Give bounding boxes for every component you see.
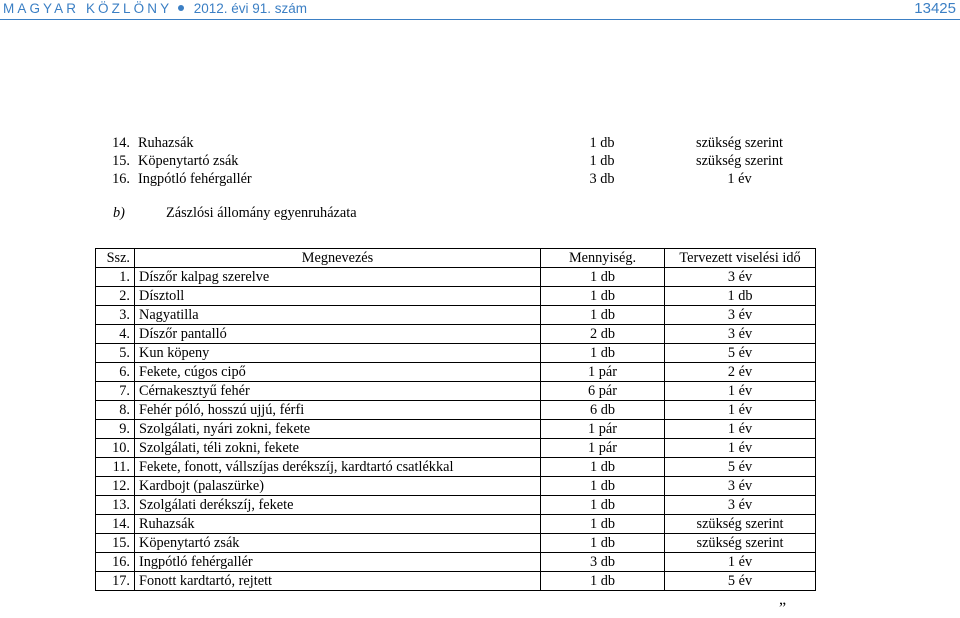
row-number: 15. — [112, 152, 130, 169]
row-number: 15. — [96, 534, 135, 553]
table-row — [96, 515, 816, 534]
section-title: Zászlósi állomány egyenruházata — [166, 205, 357, 221]
item-wear-period: 5 év — [665, 572, 816, 591]
item-wear-period: 1 év — [665, 439, 816, 458]
table-row — [96, 477, 816, 496]
item-quantity: 1 db — [589, 152, 615, 169]
table-row — [95, 170, 815, 188]
header-qty: Mennyiség. — [541, 249, 665, 268]
item-quantity: 1 pár — [541, 363, 665, 382]
item-wear-period: 1 év — [665, 553, 816, 572]
item-quantity: 1 db — [541, 515, 665, 534]
closing-quote: ” — [779, 600, 787, 617]
item-name: Nagyatilla — [135, 306, 541, 325]
row-number: 17. — [96, 572, 135, 591]
item-name: Díszőr kalpag szerelve — [135, 268, 541, 287]
row-number: 14. — [96, 515, 135, 534]
item-quantity: 1 db — [541, 477, 665, 496]
row-number: 10. — [96, 439, 135, 458]
table-row — [96, 420, 816, 439]
table-header-row — [96, 249, 816, 268]
row-number: 2. — [96, 287, 135, 306]
table-row — [95, 134, 815, 152]
table-row — [96, 268, 816, 287]
item-wear-period: 1 év — [665, 420, 816, 439]
row-number: 6. — [96, 363, 135, 382]
item-quantity: 1 pár — [541, 439, 665, 458]
item-wear-period: 5 év — [665, 344, 816, 363]
item-name: Ingpótló fehérgallér — [138, 170, 252, 187]
item-name: Díszőr pantalló — [135, 325, 541, 344]
item-wear-period: 1 db — [665, 287, 816, 306]
item-quantity: 6 pár — [541, 382, 665, 401]
item-quantity: 1 db — [541, 534, 665, 553]
header-name: Megnevezés — [135, 249, 541, 268]
item-name: Ruhazsák — [135, 515, 541, 534]
item-quantity: 1 db — [541, 572, 665, 591]
table-row — [96, 458, 816, 477]
row-number: 9. — [96, 420, 135, 439]
item-name: Szolgálati, nyári zokni, fekete — [135, 420, 541, 439]
table-top — [95, 134, 815, 188]
header-rule — [0, 19, 960, 20]
item-wear-period: szükség szerint — [696, 134, 783, 151]
row-number: 13. — [96, 496, 135, 515]
table-row — [96, 363, 816, 382]
item-quantity: 3 db — [589, 170, 615, 187]
row-number: 7. — [96, 382, 135, 401]
item-wear-period: 3 év — [665, 268, 816, 287]
item-name: Köpenytartó zsák — [138, 152, 239, 169]
table-row — [96, 553, 816, 572]
item-quantity: 1 db — [541, 306, 665, 325]
row-number: 5. — [96, 344, 135, 363]
row-number: 11. — [96, 458, 135, 477]
item-wear-period: 1 év — [665, 401, 816, 420]
table-row — [96, 534, 816, 553]
item-quantity: 1 db — [541, 496, 665, 515]
table-main — [95, 248, 816, 591]
item-quantity: 1 db — [541, 458, 665, 477]
item-name: Fonott kardtartó, rejtett — [135, 572, 541, 591]
header-left — [3, 1, 307, 16]
item-quantity: 1 pár — [541, 420, 665, 439]
item-name: Ruhazsák — [138, 134, 194, 151]
item-name: Szolgálati derékszíj, fekete — [135, 496, 541, 515]
item-wear-period: 1 év — [665, 382, 816, 401]
item-wear-period: 1 év — [727, 170, 752, 187]
row-number: 12. — [96, 477, 135, 496]
row-number: 1. — [96, 268, 135, 287]
item-wear-period: 3 év — [665, 477, 816, 496]
row-number: 8. — [96, 401, 135, 420]
table-row — [96, 496, 816, 515]
item-wear-period: 3 év — [665, 496, 816, 515]
table-row — [96, 325, 816, 344]
row-number: 4. — [96, 325, 135, 344]
table-row — [96, 401, 816, 420]
table-row — [95, 152, 815, 170]
issue-number: 2012. évi 91. szám — [193, 1, 308, 16]
table-row — [96, 344, 816, 363]
table-row — [96, 382, 816, 401]
journal-title: MAGYAR KÖZLÖNY — [3, 1, 173, 16]
section-marker: b) — [113, 205, 125, 221]
item-name: Szolgálati, téli zokni, fekete — [135, 439, 541, 458]
row-number: 16. — [112, 170, 130, 187]
item-wear-period: szükség szerint — [696, 152, 783, 169]
item-name: Kun köpeny — [135, 344, 541, 363]
item-name: Cérnakesztyű fehér — [135, 382, 541, 401]
table-row — [96, 306, 816, 325]
item-wear-period: 5 év — [665, 458, 816, 477]
item-wear-period: szükség szerint — [665, 534, 816, 553]
item-quantity: 6 db — [541, 401, 665, 420]
item-quantity: 1 db — [541, 268, 665, 287]
row-number: 16. — [96, 553, 135, 572]
item-name: Fekete, cúgos cipő — [135, 363, 541, 382]
item-wear-period: 3 év — [665, 325, 816, 344]
item-quantity: 1 db — [589, 134, 615, 151]
item-wear-period: 3 év — [665, 306, 816, 325]
header-wear: Tervezett viselési idő — [665, 249, 816, 268]
table-row — [96, 439, 816, 458]
item-name: Fekete, fonott, vállszíjas derékszíj, kardtartó csatlékkal — [135, 458, 541, 477]
row-number: 14. — [112, 134, 130, 151]
row-number: 3. — [96, 306, 135, 325]
item-quantity: 1 db — [541, 344, 665, 363]
item-name: Dísztoll — [135, 287, 541, 306]
item-wear-period: szükség szerint — [665, 515, 816, 534]
item-name: Fehér póló, hosszú ujjú, férfi — [135, 401, 541, 420]
header-no: Ssz. — [96, 249, 135, 268]
bullet-icon — [178, 5, 184, 11]
page-number: 13425 — [914, 0, 956, 17]
item-name: Köpenytartó zsák — [135, 534, 541, 553]
section-b-heading — [113, 205, 357, 222]
table-row — [96, 287, 816, 306]
page-header — [0, 0, 960, 20]
item-quantity: 3 db — [541, 553, 665, 572]
item-name: Kardbojt (palaszürke) — [135, 477, 541, 496]
item-quantity: 2 db — [541, 325, 665, 344]
table-row — [96, 572, 816, 591]
item-wear-period: 2 év — [665, 363, 816, 382]
item-name: Ingpótló fehérgallér — [135, 553, 541, 572]
item-quantity: 1 db — [541, 287, 665, 306]
